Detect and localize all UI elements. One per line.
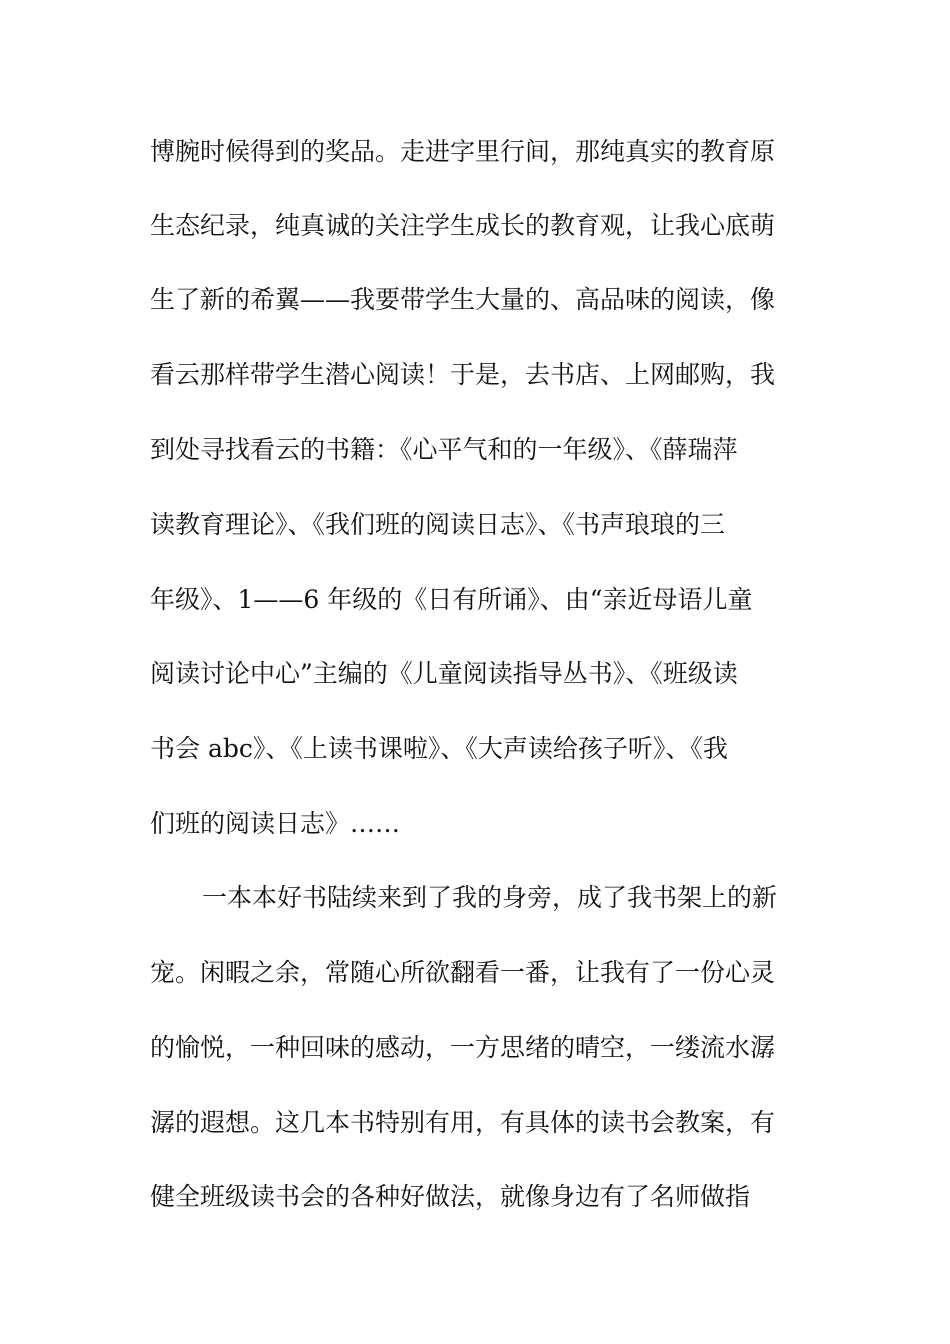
paragraph-1-line-3: 生了新的希翼——我要带学生大量的、高品味的阅读，像 — [150, 285, 776, 314]
paragraph-2-line-4: 潺的遐想。这几本书特别有用，有具体的读书会教案，有 — [150, 1108, 776, 1137]
paragraph-1-line-4: 看云那样带学生潜心阅读！于是，去书店、上网邮购，我 — [150, 360, 776, 389]
paragraph-2-line-3: 的愉悦，一种回味的感动，一方思绪的晴空，一缕流水潺 — [150, 1033, 776, 1062]
paragraph-1-line-6: 读教育理论》、《我们班的阅读日志》、《书声琅琅的三 — [150, 510, 726, 539]
paragraph-1-line-5: 到处寻找看云的书籍：《心平气和的一年级》、《薛瑞萍 — [150, 435, 738, 464]
paragraph-2-line-5: 健全班级读书会的各种好做法，就像身边有了名师做指 — [150, 1182, 751, 1211]
paragraph-1-line-8: 阅读讨论中心”主编的《儿童阅读指导丛书》、《班级读 — [150, 659, 738, 688]
paragraph-1-line-10: 们班的阅读日志》…… — [150, 809, 401, 838]
paragraph-1-line-7: 年级》、1——6 年级的《日有所诵》、由“亲近母语儿童 — [150, 585, 753, 614]
paragraph-1-line-2: 生态纪录，纯真诚的关注学生成长的教育观，让我心底萌 — [150, 211, 776, 240]
paragraph-2-line-2: 宠。闲暇之余，常随心所欲翻看一番，让我有了一份心灵 — [150, 958, 776, 987]
paragraph-2-line-1: 一本本好书陆续来到了我的身旁，成了我书架上的新 — [202, 883, 778, 912]
paragraph-1-line-1: 博腕时候得到的奖品。走进字里行间，那纯真实的教育原 — [150, 137, 776, 166]
paragraph-1-line-9: 书会 abc》、《上读书课啦》、《大声读给孩子听》、《我 — [150, 734, 728, 763]
